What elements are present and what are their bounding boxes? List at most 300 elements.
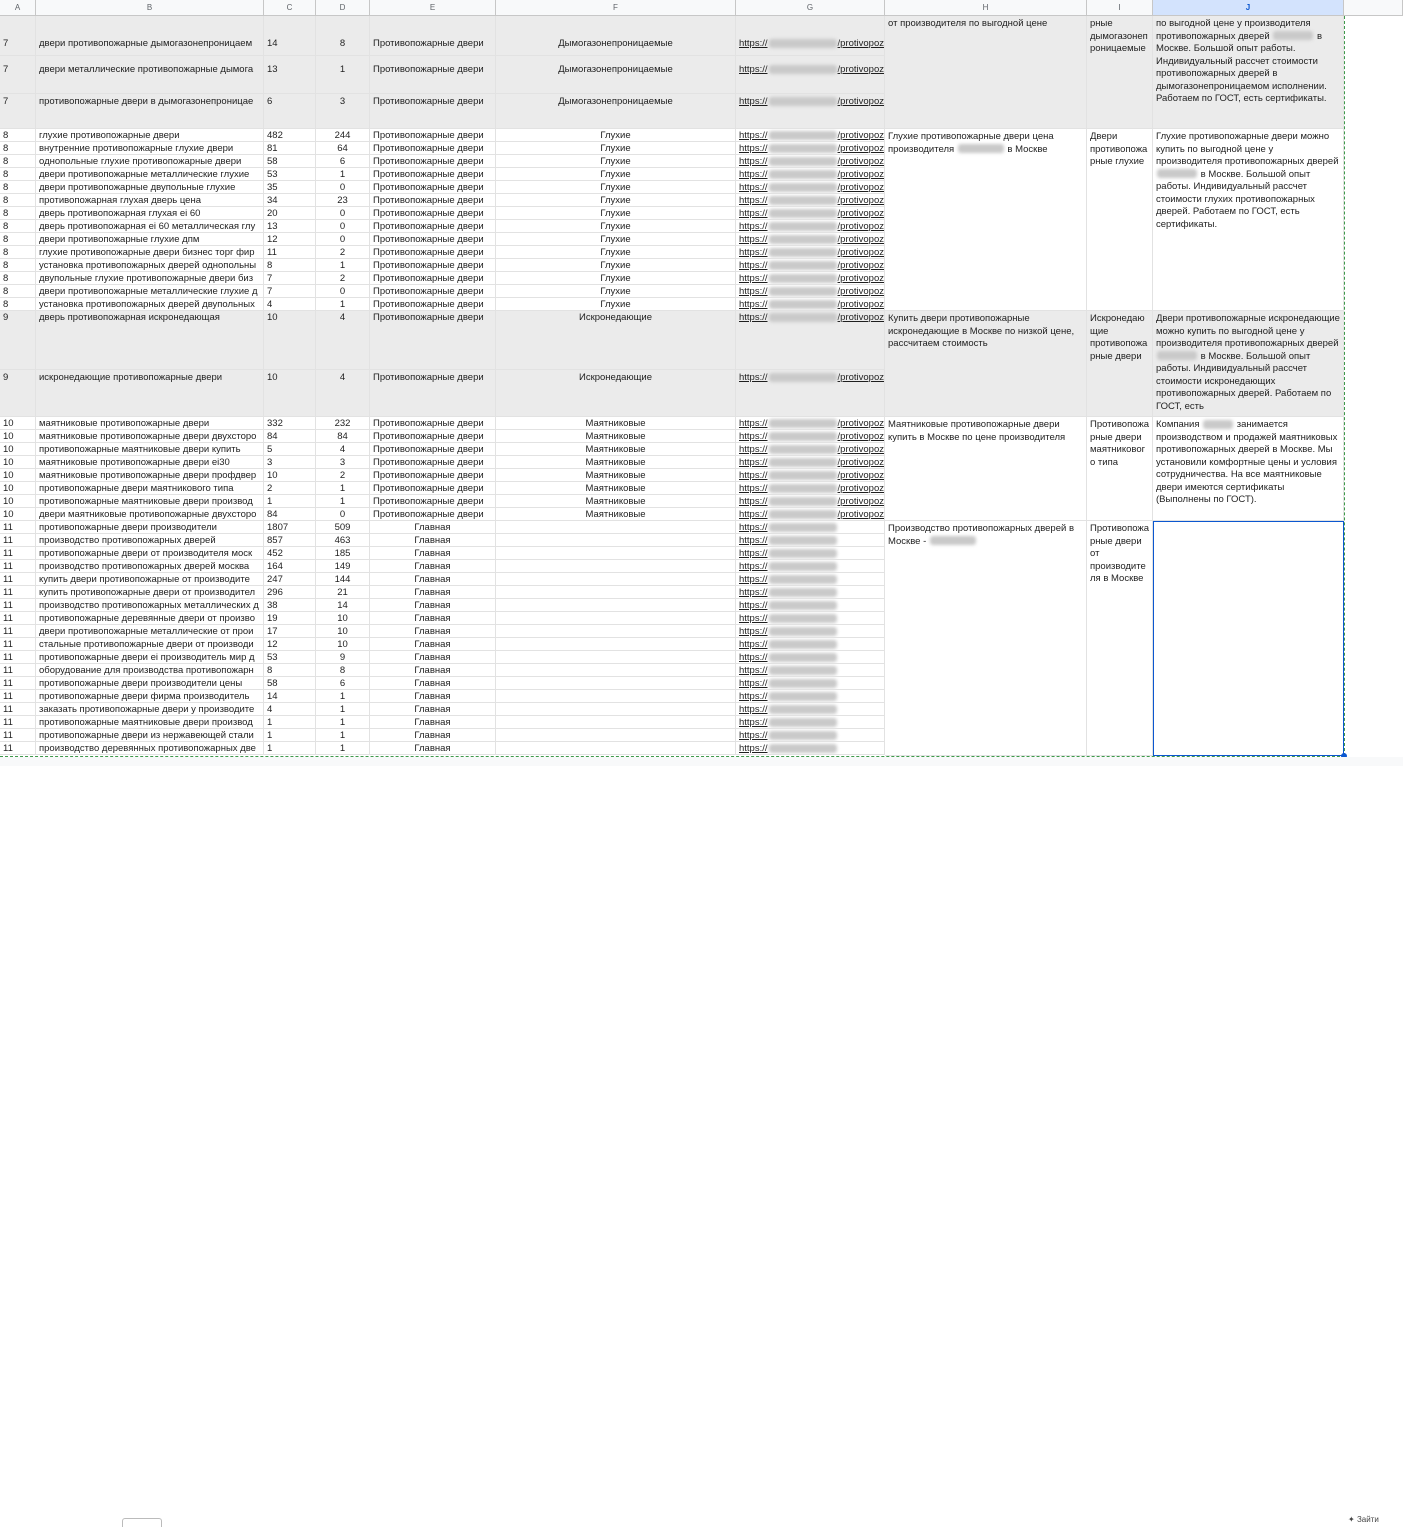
cell-c[interactable]: 53 [264,651,316,664]
cell-keyword[interactable]: противопожарные деревянные двери от произво [36,612,264,625]
cell-url[interactable] [736,94,885,129]
cell-j-group11[interactable] [1153,521,1344,756]
cell-subsection[interactable]: Маятниковые [496,443,736,456]
cell-d[interactable]: 185 [316,547,370,560]
cell-h-group7[interactable] [885,16,1087,129]
cell-url[interactable] [736,417,885,430]
cell-subsection[interactable]: Глухие [496,168,736,181]
cell-c[interactable]: 19 [264,612,316,625]
cell-section[interactable]: Противопожарные двери [370,508,496,521]
cell-d[interactable]: 0 [316,181,370,194]
cell-c[interactable]: 4 [264,298,316,311]
cell-section[interactable]: Главная [370,677,496,690]
cell-keyword[interactable]: дверь противопожарная искронедающая [36,311,264,370]
cell-keyword[interactable]: маятниковые противопожарные двери ei30 [36,456,264,469]
cell-d[interactable]: 4 [316,443,370,456]
cell-c[interactable]: 13 [264,56,316,94]
cell-a[interactable]: 7 [0,16,36,56]
cell-d[interactable]: 10 [316,625,370,638]
cell-c[interactable]: 1807 [264,521,316,534]
cell-c[interactable]: 8 [264,664,316,677]
cell-a[interactable]: 10 [0,482,36,495]
cell-c[interactable]: 1 [264,495,316,508]
cell-keyword[interactable]: производство противопожарных металлических д [36,599,264,612]
cell-url[interactable] [736,16,885,56]
cell-url[interactable] [736,521,885,534]
cell-url[interactable] [736,703,885,716]
cell-url[interactable] [736,729,885,742]
cell-section[interactable]: Противопожарные двери [370,443,496,456]
cell-j-group7[interactable] [1153,16,1344,129]
cell-a[interactable]: 11 [0,677,36,690]
cell-section[interactable]: Противопожарные двери [370,220,496,233]
cell-h-group9[interactable] [885,311,1087,417]
cell-c[interactable]: 35 [264,181,316,194]
cell-d[interactable]: 1 [316,168,370,181]
cell-a[interactable]: 8 [0,220,36,233]
column-header-i[interactable]: I [1087,0,1153,16]
cell-subsection[interactable]: Дымогазонепроницаемые [496,56,736,94]
cell-section[interactable]: Противопожарные двери [370,129,496,142]
cell-subsection[interactable]: Маятниковые [496,417,736,430]
cell-subsection[interactable] [496,534,736,547]
cell-section[interactable]: Главная [370,664,496,677]
cell-subsection[interactable]: Глухие [496,220,736,233]
cell-keyword[interactable]: искронедающие противопожарные двери [36,370,264,417]
cell-keyword[interactable]: производство противопожарных дверей москва [36,560,264,573]
cell-subsection[interactable] [496,664,736,677]
cell-d[interactable]: 144 [316,573,370,586]
cell-a[interactable]: 11 [0,690,36,703]
cell-keyword[interactable]: установка противопожарных дверей двупольных [36,298,264,311]
cell-url[interactable] [736,573,885,586]
cell-c[interactable]: 1 [264,742,316,755]
cell-url[interactable] [736,560,885,573]
cell-i-group9[interactable] [1087,311,1153,417]
cell-section[interactable]: Главная [370,716,496,729]
cell-h-group10[interactable] [885,417,1087,521]
cell-url[interactable] [736,456,885,469]
cell-d[interactable]: 244 [316,129,370,142]
cell-c[interactable]: 10 [264,311,316,370]
cell-section[interactable]: Главная [370,638,496,651]
cell-subsection[interactable] [496,612,736,625]
cell-section[interactable]: Противопожарные двери [370,142,496,155]
cell-a[interactable]: 9 [0,370,36,417]
cell-keyword[interactable]: однопольные глухие противопожарные двери [36,155,264,168]
cell-a[interactable]: 11 [0,586,36,599]
cell-a[interactable]: 11 [0,534,36,547]
cell-c[interactable]: 3 [264,456,316,469]
cell-keyword[interactable]: противопожарные двери фирма производитель [36,690,264,703]
cell-a[interactable]: 8 [0,142,36,155]
cell-keyword[interactable]: противопожарные маятниковые двери производ [36,716,264,729]
cell-c[interactable]: 1 [264,716,316,729]
cell-url[interactable] [736,443,885,456]
cell-subsection[interactable]: Маятниковые [496,469,736,482]
cell-a[interactable]: 8 [0,155,36,168]
cell-section[interactable]: Противопожарные двери [370,181,496,194]
cell-keyword[interactable]: противопожарные двери из нержавеющей стали [36,729,264,742]
cell-subsection[interactable]: Глухие [496,207,736,220]
cell-section[interactable]: Противопожарные двери [370,417,496,430]
cell-section[interactable]: Главная [370,625,496,638]
cell-keyword[interactable]: двери противопожарные металлические от прои [36,625,264,638]
cell-url[interactable] [736,586,885,599]
cell-section[interactable]: Главная [370,612,496,625]
cell-d[interactable]: 2 [316,272,370,285]
cell-section[interactable]: Противопожарные двери [370,430,496,443]
cell-c[interactable]: 11 [264,246,316,259]
cell-a[interactable]: 8 [0,181,36,194]
cell-d[interactable]: 8 [316,16,370,56]
cell-d[interactable]: 3 [316,456,370,469]
cell-d[interactable]: 1 [316,703,370,716]
cell-subsection[interactable] [496,638,736,651]
cell-d[interactable]: 2 [316,469,370,482]
cell-section[interactable]: Главная [370,534,496,547]
cell-c[interactable]: 58 [264,677,316,690]
cell-d[interactable]: 4 [316,370,370,417]
cell-url[interactable] [736,625,885,638]
cell-a[interactable]: 11 [0,651,36,664]
cell-a[interactable]: 8 [0,233,36,246]
cell-section[interactable]: Противопожарные двери [370,16,496,56]
cell-section[interactable]: Главная [370,573,496,586]
cell-url[interactable] [736,181,885,194]
cell-url[interactable] [736,285,885,298]
cell-section[interactable]: Противопожарные двери [370,246,496,259]
sheet-tab[interactable] [122,1518,162,1527]
cell-url[interactable] [736,207,885,220]
cell-section[interactable]: Противопожарные двери [370,285,496,298]
cell-d[interactable]: 84 [316,430,370,443]
cell-d[interactable]: 14 [316,599,370,612]
cell-url[interactable] [736,638,885,651]
cell-c[interactable]: 296 [264,586,316,599]
cell-section[interactable]: Противопожарные двери [370,56,496,94]
cell-a[interactable]: 10 [0,443,36,456]
cell-keyword[interactable]: двери противопожарные глухие дпм [36,233,264,246]
cell-d[interactable]: 23 [316,194,370,207]
cell-c[interactable]: 1 [264,729,316,742]
cell-section[interactable]: Противопожарные двери [370,233,496,246]
cell-url[interactable] [736,547,885,560]
cell-subsection[interactable]: Глухие [496,272,736,285]
cell-url[interactable] [736,142,885,155]
cell-keyword[interactable]: двери противопожарные металлические глухие [36,168,264,181]
cell-url[interactable] [736,298,885,311]
cell-keyword[interactable]: двери противопожарные дымогазонепроницаем [36,16,264,56]
cell-subsection[interactable]: Глухие [496,194,736,207]
cell-a[interactable]: 11 [0,560,36,573]
cell-url[interactable] [736,664,885,677]
cell-h-group11[interactable] [885,521,1087,756]
cell-d[interactable]: 509 [316,521,370,534]
column-header-e[interactable]: E [370,0,496,16]
cell-url[interactable] [736,599,885,612]
cell-c[interactable]: 14 [264,690,316,703]
cell-section[interactable]: Главная [370,521,496,534]
cell-h-group8[interactable] [885,129,1087,311]
cell-d[interactable]: 0 [316,233,370,246]
cell-subsection[interactable]: Глухие [496,298,736,311]
cell-keyword[interactable]: внутренние противопожарные глухие двери [36,142,264,155]
cell-c[interactable]: 332 [264,417,316,430]
cell-d[interactable]: 1 [316,56,370,94]
cell-keyword[interactable]: противопожарные двери от производителя моск [36,547,264,560]
cell-d[interactable]: 1 [316,729,370,742]
cell-keyword[interactable]: противопожарные двери производители цены [36,677,264,690]
cell-c[interactable]: 5 [264,443,316,456]
cell-d[interactable]: 4 [316,311,370,370]
cell-d[interactable]: 0 [316,508,370,521]
cell-keyword[interactable]: купить двери противопожарные от производите [36,573,264,586]
cell-keyword[interactable]: двупольные глухие противопожарные двери биз [36,272,264,285]
cell-subsection[interactable] [496,599,736,612]
cell-c[interactable]: 17 [264,625,316,638]
cell-c[interactable]: 20 [264,207,316,220]
cell-a[interactable]: 8 [0,168,36,181]
cell-d[interactable]: 0 [316,207,370,220]
cell-subsection[interactable]: Маятниковые [496,456,736,469]
cell-c[interactable]: 13 [264,220,316,233]
cell-url[interactable] [736,651,885,664]
cell-a[interactable]: 8 [0,272,36,285]
cell-subsection[interactable]: Маятниковые [496,495,736,508]
cell-section[interactable]: Главная [370,586,496,599]
cell-a[interactable]: 11 [0,625,36,638]
cell-a[interactable]: 10 [0,508,36,521]
cell-section[interactable]: Противопожарные двери [370,259,496,272]
cell-a[interactable]: 8 [0,207,36,220]
cell-section[interactable]: Противопожарные двери [370,155,496,168]
cell-url[interactable] [736,508,885,521]
cell-c[interactable]: 84 [264,508,316,521]
cell-a[interactable]: 11 [0,703,36,716]
cell-c[interactable]: 6 [264,94,316,129]
cell-subsection[interactable] [496,703,736,716]
cell-keyword[interactable]: противопожарная глухая дверь цена [36,194,264,207]
cell-section[interactable]: Противопожарные двери [370,469,496,482]
cell-c[interactable]: 58 [264,155,316,168]
cell-c[interactable]: 482 [264,129,316,142]
cell-keyword[interactable]: двери маятниковые противопожарные двухсторо [36,508,264,521]
cell-url[interactable] [736,246,885,259]
cell-a[interactable]: 8 [0,285,36,298]
cell-c[interactable]: 452 [264,547,316,560]
column-header-a[interactable]: A [0,0,36,16]
cell-subsection[interactable]: Глухие [496,233,736,246]
cell-url[interactable] [736,495,885,508]
cell-keyword[interactable]: маятниковые противопожарные двери [36,417,264,430]
cell-subsection[interactable] [496,742,736,755]
cell-keyword[interactable]: дверь противопожарная глухая ei 60 [36,207,264,220]
cell-c[interactable]: 8 [264,259,316,272]
cell-a[interactable]: 10 [0,469,36,482]
cell-section[interactable]: Главная [370,742,496,755]
cell-d[interactable]: 1 [316,482,370,495]
cell-url[interactable] [736,194,885,207]
cell-c[interactable]: 12 [264,638,316,651]
cell-keyword[interactable]: производство противопожарных дверей [36,534,264,547]
cell-subsection[interactable] [496,690,736,703]
cell-a[interactable]: 8 [0,259,36,272]
cell-subsection[interactable] [496,677,736,690]
cell-keyword[interactable]: противопожарные двери производители [36,521,264,534]
cell-keyword[interactable]: установка противопожарных дверей однопольны [36,259,264,272]
cell-subsection[interactable]: Глухие [496,246,736,259]
cell-c[interactable]: 4 [264,703,316,716]
cell-keyword[interactable]: оборудование для производства противопожарн [36,664,264,677]
cell-url[interactable] [736,742,885,755]
cell-d[interactable]: 232 [316,417,370,430]
cell-a[interactable]: 9 [0,311,36,370]
cell-subsection[interactable] [496,573,736,586]
cell-subsection[interactable]: Искронедающие [496,311,736,370]
cell-d[interactable]: 2 [316,246,370,259]
cell-d[interactable]: 9 [316,651,370,664]
cell-c[interactable]: 2 [264,482,316,495]
cell-c[interactable]: 7 [264,285,316,298]
cell-c[interactable]: 38 [264,599,316,612]
cell-url[interactable] [736,690,885,703]
cell-d[interactable]: 1 [316,495,370,508]
cell-url[interactable] [736,56,885,94]
cell-a[interactable]: 11 [0,664,36,677]
cell-d[interactable]: 1 [316,742,370,755]
cell-url[interactable] [736,233,885,246]
cell-url[interactable] [736,482,885,495]
cell-d[interactable]: 1 [316,690,370,703]
cell-subsection[interactable]: Глухие [496,259,736,272]
cell-subsection[interactable] [496,586,736,599]
cell-d[interactable]: 149 [316,560,370,573]
cell-d[interactable]: 10 [316,638,370,651]
cell-keyword[interactable]: купить противопожарные двери от производител [36,586,264,599]
cell-subsection[interactable]: Глухие [496,285,736,298]
cell-url[interactable] [736,534,885,547]
cell-section[interactable]: Противопожарные двери [370,272,496,285]
cell-keyword[interactable]: двери противопожарные двупольные глухие [36,181,264,194]
cell-a[interactable]: 11 [0,599,36,612]
cell-c[interactable]: 10 [264,370,316,417]
column-header-d[interactable]: D [316,0,370,16]
cell-d[interactable]: 6 [316,155,370,168]
cell-a[interactable]: 10 [0,417,36,430]
cell-subsection[interactable]: Глухие [496,181,736,194]
cell-subsection[interactable] [496,521,736,534]
cell-section[interactable]: Противопожарные двери [370,495,496,508]
cell-keyword[interactable]: противопожарные двери в дымогазонепроницае [36,94,264,129]
cell-url[interactable] [736,716,885,729]
cell-section[interactable]: Противопожарные двери [370,168,496,181]
cell-keyword[interactable]: противопожарные двери ei производитель мир д [36,651,264,664]
cell-section[interactable]: Главная [370,547,496,560]
cell-d[interactable]: 3 [316,94,370,129]
cell-c[interactable]: 14 [264,16,316,56]
cell-c[interactable]: 81 [264,142,316,155]
cell-d[interactable]: 1 [316,298,370,311]
cell-keyword[interactable]: двери противопожарные металлические глухие д [36,285,264,298]
cell-subsection[interactable]: Дымогазонепроницаемые [496,16,736,56]
cell-a[interactable]: 7 [0,56,36,94]
cell-a[interactable]: 11 [0,521,36,534]
cell-url[interactable] [736,612,885,625]
cell-c[interactable]: 34 [264,194,316,207]
cell-subsection[interactable]: Глухие [496,155,736,168]
cell-d[interactable]: 1 [316,259,370,272]
column-header-c[interactable]: C [264,0,316,16]
cell-keyword[interactable]: двери металлические противопожарные дымога [36,56,264,94]
cell-a[interactable]: 8 [0,246,36,259]
cell-section[interactable]: Противопожарные двери [370,456,496,469]
cell-subsection[interactable] [496,547,736,560]
cell-d[interactable]: 64 [316,142,370,155]
cell-d[interactable]: 6 [316,677,370,690]
cell-url[interactable] [736,430,885,443]
cell-a[interactable]: 11 [0,638,36,651]
cell-subsection[interactable]: Глухие [496,142,736,155]
cell-d[interactable]: 0 [316,220,370,233]
cell-a[interactable]: 10 [0,430,36,443]
cell-section[interactable]: Противопожарные двери [370,194,496,207]
cell-i-group8[interactable] [1087,129,1153,311]
cell-a[interactable]: 11 [0,729,36,742]
cell-keyword[interactable]: противопожарные маятниковые двери производ [36,495,264,508]
cell-keyword[interactable]: противопожарные двери маятникового типа [36,482,264,495]
cell-c[interactable]: 53 [264,168,316,181]
cell-i-group10[interactable] [1087,417,1153,521]
cell-a[interactable]: 8 [0,298,36,311]
cell-j-group9[interactable] [1153,311,1344,417]
cell-keyword[interactable]: дверь противопожарная ei 60 металлическая глу [36,220,264,233]
cell-section[interactable]: Противопожарные двери [370,94,496,129]
cell-section[interactable]: Главная [370,560,496,573]
cell-url[interactable] [736,370,885,417]
cell-section[interactable]: Противопожарные двери [370,482,496,495]
cell-j-group8[interactable] [1153,129,1344,311]
cell-keyword[interactable]: производство деревянных противопожарных две [36,742,264,755]
cell-j-group10[interactable] [1153,417,1344,521]
cell-url[interactable] [736,129,885,142]
cell-c[interactable]: 247 [264,573,316,586]
cell-a[interactable]: 11 [0,742,36,755]
cell-a[interactable]: 8 [0,194,36,207]
cell-section[interactable]: Главная [370,651,496,664]
cell-url[interactable] [736,168,885,181]
cell-section[interactable]: Главная [370,599,496,612]
cell-d[interactable]: 463 [316,534,370,547]
cell-d[interactable]: 21 [316,586,370,599]
cell-subsection[interactable]: Искронедающие [496,370,736,417]
cell-a[interactable]: 11 [0,612,36,625]
cell-url[interactable] [736,469,885,482]
column-header-f[interactable]: F [496,0,736,16]
column-header-g[interactable]: G [736,0,885,16]
cell-keyword[interactable]: стальные противопожарные двери от производи [36,638,264,651]
cell-subsection[interactable] [496,651,736,664]
cell-url[interactable] [736,272,885,285]
cell-keyword[interactable]: маятниковые противопожарные двери профдвер [36,469,264,482]
cell-subsection[interactable] [496,729,736,742]
cell-keyword[interactable]: глухие противопожарные двери [36,129,264,142]
cell-section[interactable]: Главная [370,703,496,716]
cell-section[interactable]: Противопожарные двери [370,207,496,220]
cell-c[interactable]: 10 [264,469,316,482]
cell-url[interactable] [736,677,885,690]
cell-a[interactable]: 10 [0,456,36,469]
